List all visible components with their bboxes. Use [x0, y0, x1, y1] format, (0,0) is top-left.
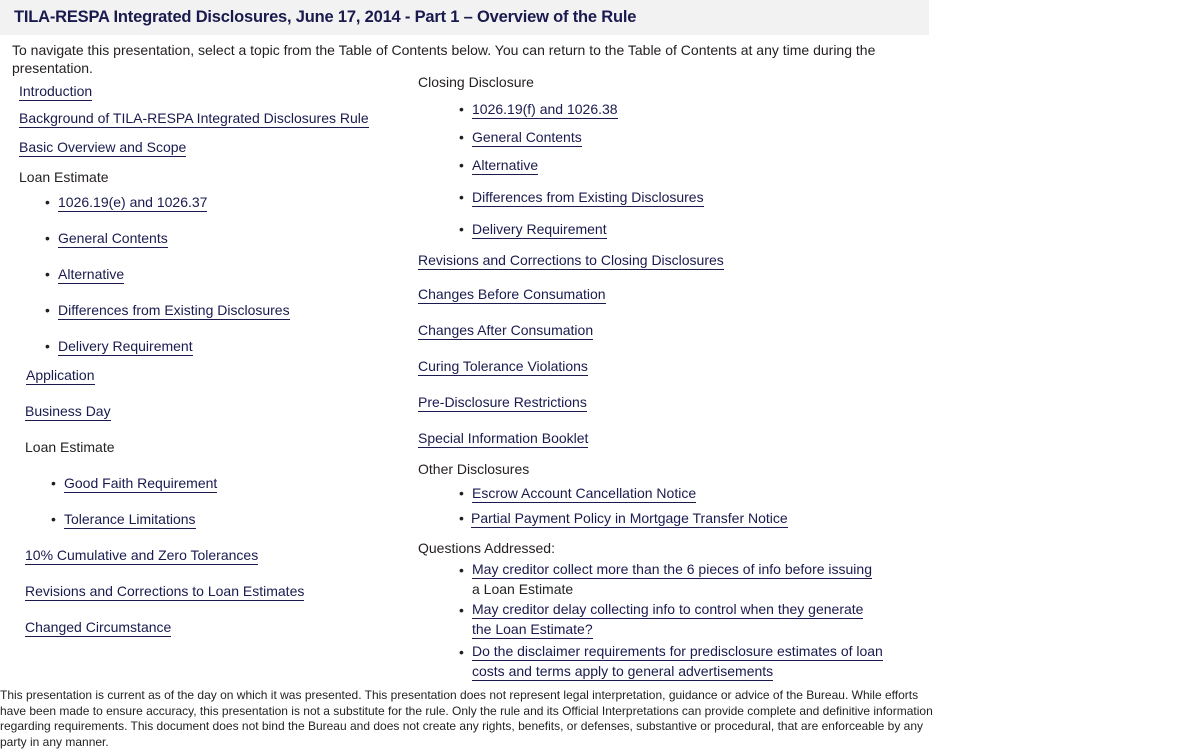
question-2-continued[interactable]	[472, 619, 593, 639]
toc-pre-disclosure[interactable]	[418, 393, 587, 411]
toc-business-day[interactable]	[25, 402, 111, 420]
toc-le-item-link[interactable]: Alternative	[58, 266, 125, 282]
toc-curing-link[interactable]: Curing Tolerance Violations	[418, 358, 588, 374]
toc-le-item[interactable]	[58, 229, 168, 247]
toc-cd-item-link[interactable]: Delivery Requirement	[472, 221, 607, 237]
toc-revisions-cd-link[interactable]: Revisions and Corrections to Closing Disclosures	[418, 252, 724, 268]
toc-curing[interactable]	[418, 357, 588, 375]
toc-le-item[interactable]	[58, 193, 207, 211]
bullet: •	[459, 189, 464, 205]
toc-cd-item-link[interactable]: Differences from Existing Disclosures	[472, 189, 704, 205]
intro-text: To navigate this presentation, select a topic from the Table of Contents below. You can return to the Table of Contents at any time during the presentation.	[12, 42, 876, 76]
toc-le-item-link[interactable]: 1026.19(e) and 1026.37	[58, 194, 208, 210]
loan-estimate-heading-2: Loan Estimate	[25, 439, 115, 455]
question-3-link[interactable]: Do the disclaimer requirements for predisclosure estimates of loan	[472, 643, 883, 659]
disclaimer-text: This presentation is current as of the day on which it was presented. This presentation does not represent legal interpretation, guidance or advice of the Bureau. While efforts have been made to ensure accuracy, this presentation is not a substitute for the rule. Only the rule and its Official Interpretations can provide complete and definitive information regarding requirements. This document does not bind the Bureau and does not create any rights, benefits, or defenses, substantive or procedural, that are enforceable by any party in any manner.	[0, 688, 933, 749]
bullet: •	[45, 266, 50, 282]
toc-other-item[interactable]	[471, 509, 788, 527]
bullet: •	[459, 101, 464, 117]
question-1-continued: a Loan Estimate	[472, 581, 574, 597]
bullet: •	[459, 562, 464, 578]
question-2[interactable]	[472, 599, 863, 619]
toc-other-item-link[interactable]: Partial Payment Policy in Mortgage Transfer Notice	[471, 510, 788, 526]
toc-cd-item[interactable]	[472, 220, 607, 238]
toc-le-item-link[interactable]: Differences from Existing Disclosures	[58, 302, 290, 318]
toc-cd-item[interactable]	[472, 100, 618, 118]
bullet: •	[459, 157, 464, 173]
toc-le-item[interactable]	[58, 337, 193, 355]
toc-changes-before-link[interactable]: Changes Before Consumation	[418, 286, 606, 302]
toc-business-day-link[interactable]: Business Day	[25, 403, 111, 419]
loan-estimate-heading: Loan Estimate	[19, 169, 109, 185]
toc-revisions-le-link[interactable]: Revisions and Corrections to Loan Estimates	[25, 583, 305, 599]
toc-revisions-le[interactable]	[25, 582, 304, 600]
toc-le2-item-link[interactable]: Tolerance Limitations	[64, 511, 196, 527]
toc-changed-circumstance[interactable]	[25, 618, 171, 636]
bullet: •	[51, 511, 56, 527]
toc-le-item[interactable]	[58, 301, 290, 319]
toc-background-link[interactable]: Background of TILA-RESPA Integrated Disclosures Rule	[19, 110, 369, 126]
question-3[interactable]	[472, 641, 883, 661]
page-title: TILA-RESPA Integrated Disclosures, June 17, 2014 - Part 1 – Overview of the Rule	[14, 8, 637, 26]
bullet: •	[51, 475, 56, 491]
bullet: •	[459, 644, 464, 660]
other-disclosures-heading: Other Disclosures	[418, 461, 530, 477]
toc-le-item[interactable]	[58, 265, 124, 283]
question-1[interactable]	[472, 559, 872, 579]
bullet: •	[459, 485, 464, 501]
question-2-continued-link[interactable]: the Loan Estimate?	[472, 621, 593, 637]
questions-heading: Questions Addressed:	[418, 540, 555, 556]
bullet: •	[45, 302, 50, 318]
toc-cd-item-link[interactable]: General Contents	[472, 129, 582, 145]
toc-overview-link[interactable]: Basic Overview and Scope	[19, 139, 187, 155]
question-2-link[interactable]: May creditor delay collecting info to control when they generate	[472, 601, 864, 617]
title-bar	[0, 0, 929, 35]
bullet: •	[45, 230, 50, 246]
bullet: •	[459, 221, 464, 237]
toc-introduction[interactable]	[19, 82, 92, 100]
toc-booklet-link[interactable]: Special Information Booklet	[418, 430, 589, 446]
toc-cd-item-link[interactable]: Alternative	[472, 157, 539, 173]
toc-changes-before[interactable]	[418, 285, 606, 303]
bullet: •	[45, 194, 50, 210]
toc-cd-item[interactable]	[472, 128, 582, 146]
toc-application[interactable]	[26, 366, 95, 384]
bullet: •	[459, 510, 464, 526]
toc-le2-item[interactable]	[64, 474, 217, 492]
toc-cd-item-link[interactable]: 1026.19(f) and 1026.38	[472, 101, 618, 117]
toc-cd-item[interactable]	[472, 188, 704, 206]
toc-pre-disclosure-link[interactable]: Pre-Disclosure Restrictions	[418, 394, 587, 410]
bullet: •	[459, 602, 464, 618]
toc-overview[interactable]	[19, 138, 186, 156]
toc-application-link[interactable]: Application	[26, 367, 95, 383]
bullet: •	[459, 129, 464, 145]
toc-le2-item-link[interactable]: Good Faith Requirement	[64, 475, 218, 491]
question-3-continued[interactable]	[472, 661, 773, 681]
toc-introduction-link[interactable]: Introduction	[19, 83, 93, 99]
toc-changed-circumstance-link[interactable]: Changed Circumstance	[25, 619, 172, 635]
toc-revisions-cd[interactable]	[418, 251, 724, 269]
toc-background[interactable]	[19, 109, 369, 127]
question-1-link[interactable]: May creditor collect more than the 6 pieces of info before issuing	[472, 561, 872, 577]
toc-changes-after[interactable]	[418, 321, 593, 339]
toc-other-item[interactable]	[472, 484, 696, 502]
toc-cd-item[interactable]	[472, 156, 538, 174]
toc-le-item-link[interactable]: Delivery Requirement	[58, 338, 193, 354]
bullet: •	[45, 338, 50, 354]
toc-le-item-link[interactable]: General Contents	[58, 230, 168, 246]
toc-other-item-link[interactable]: Escrow Account Cancellation Notice	[472, 485, 697, 501]
toc-cumulative-link[interactable]: 10% Cumulative and Zero Tolerances	[25, 547, 259, 563]
closing-disclosure-heading: Closing Disclosure	[418, 74, 534, 90]
toc-cumulative[interactable]	[25, 546, 258, 564]
toc-booklet[interactable]	[418, 429, 588, 447]
toc-changes-after-link[interactable]: Changes After Consumation	[418, 322, 594, 338]
question-3-continued-link[interactable]: costs and terms apply to general advertisements	[472, 663, 774, 679]
toc-le2-item[interactable]	[64, 510, 196, 528]
